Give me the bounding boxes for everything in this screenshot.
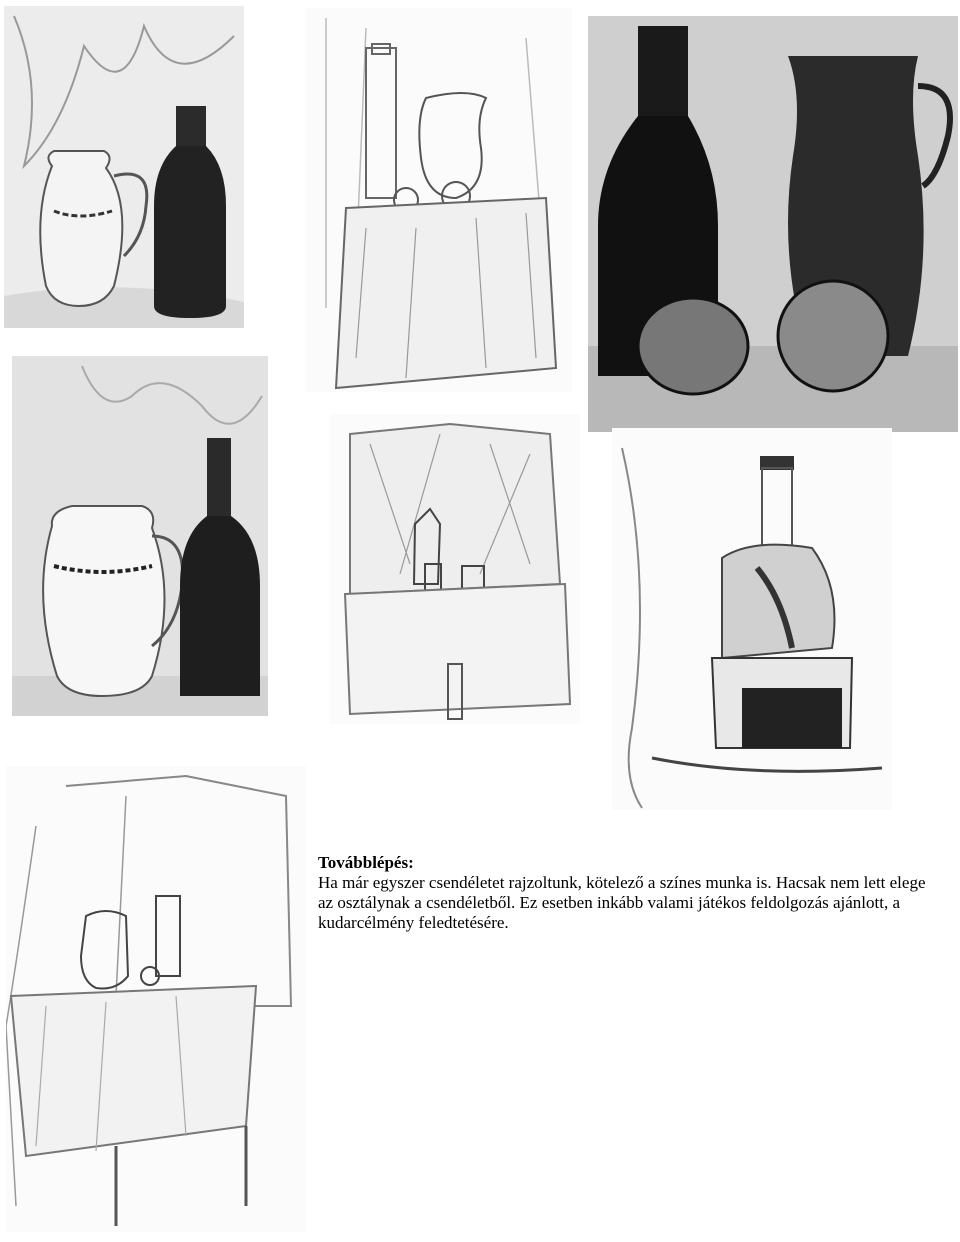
drawing-draped-table-still-life	[306, 8, 572, 392]
drawing-bottle-and-corn	[612, 428, 892, 810]
drawing-draped-chair-still-life	[6, 766, 306, 1232]
continuation-section	[318, 853, 938, 933]
sketch-illustration	[306, 8, 572, 392]
sketch-illustration	[588, 16, 958, 432]
sketch-illustration	[330, 414, 580, 724]
sketch-illustration	[612, 428, 892, 810]
drawing-jug-and-bottle	[4, 6, 244, 328]
sketch-illustration	[4, 6, 244, 328]
sketch-illustration	[6, 766, 306, 1232]
drawing-charcoal-bottle-jug-fruit	[588, 16, 958, 432]
sketch-illustration	[12, 356, 268, 716]
section-heading: Továbblépés:	[318, 853, 414, 872]
drawing-draped-table-objects	[330, 414, 580, 724]
drawing-jug-and-dark-bottle	[12, 356, 268, 716]
section-body: Ha már egyszer csendéletet rajzoltunk, kötelező a színes munka is. Hacsak nem lett elege az osztálynak a csendéletből. Ez esetben inkább valami játékos feldolgozás ajánlott, a kudarcélmény feledtetésére.	[318, 873, 926, 932]
